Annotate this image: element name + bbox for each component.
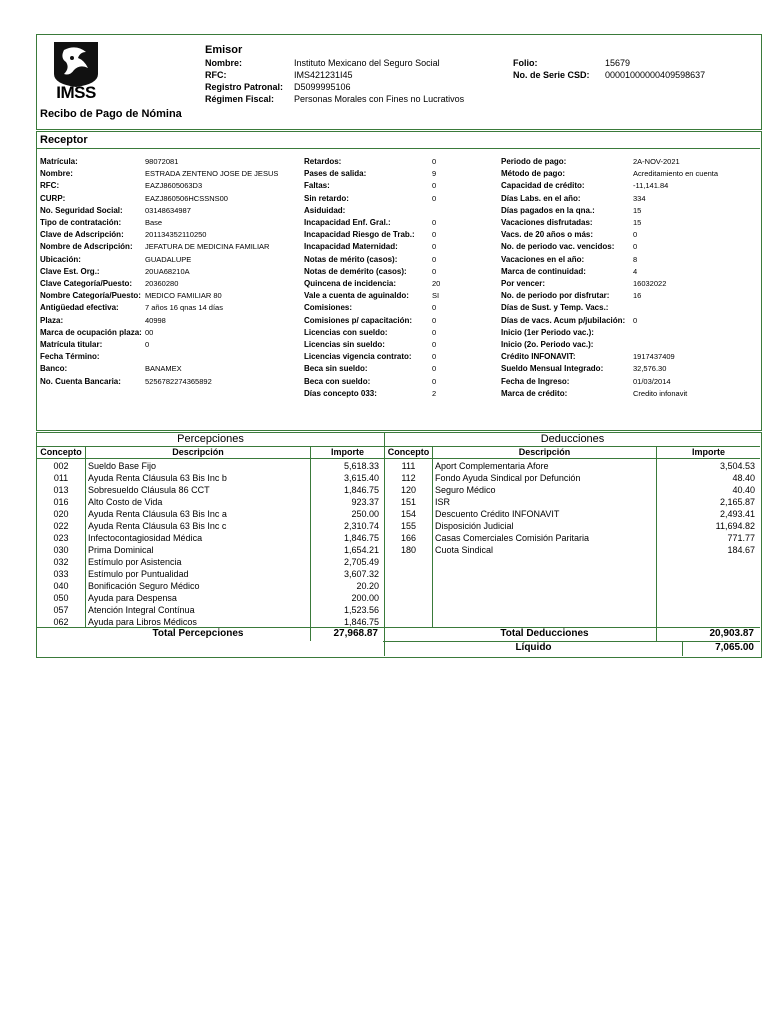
receptor-value: 15 [633,218,642,227]
receptor-label: Comisiones: [304,303,353,313]
table-row-descripcion: Sueldo Base Fijo [88,461,157,471]
ded-col-descripcion: Descripción [518,447,571,457]
perc-col-concepto: Concepto [40,447,82,457]
table-row-importe: 20.20 [356,581,379,591]
liquido-box-fix [37,641,383,656]
receptor-label: Marca de crédito: [501,388,568,398]
receptor-label: Pases de salida: [304,169,367,179]
receptor-label: No. de periodo por disfrutar: [501,291,610,301]
table-row-concepto: 120 [400,485,417,495]
receptor-label: Licencias con sueldo: [304,327,388,337]
emisor-right-label: Folio: [513,58,538,68]
receptor-value: 0 [432,242,437,252]
receptor-value: 0 [432,266,437,276]
receptor-value: 20UA68210A [145,266,190,276]
table-row-concepto: 011 [53,473,69,483]
receptor-value: 0 [432,352,437,362]
table-row-descripcion: Seguro Médico [435,485,496,495]
receptor-label: Comisiones p/ capacitación: [304,315,413,325]
table-row-descripcion: Alto Costo de Vida [88,497,163,507]
receptor-value: SI [432,291,440,301]
receptor-value: 5256782274365892 [145,376,212,386]
table-row-descripcion: Ayuda para Despensa [88,593,177,603]
receptor-value: 20 [432,279,441,288]
table-row-descripcion: Sobresueldo Cláusula 86 CCT [88,485,210,495]
receptor-label: Nombre de Adscripción: [40,242,133,252]
receptor-label: CURP: [40,193,66,203]
receptor-label: Capacidad de crédito: [501,181,585,191]
total-percepciones-label: Total Percepciones [152,628,244,639]
ded-col-div-1 [432,447,433,627]
table-row-concepto: 022 [53,521,69,531]
table-row-importe: 11,694.82 [715,521,755,531]
table-row-concepto: 016 [53,497,69,507]
receptor-label: Marca de continuidad: [501,266,586,276]
table-row-importe: 2,165.87 [719,497,755,507]
receptor-value: 32,576.30 [633,364,667,374]
receptor-label: Licencias sin sueldo: [304,340,385,349]
receptor-value: JEFATURA DE MEDICINA FAMILIAR [145,242,270,252]
imss-eagle-icon [50,40,102,88]
receptor-value: 0 [432,327,437,337]
table-row-importe: 923.37 [351,497,379,507]
page-title: Recibo de Pago de Nómina [40,108,182,120]
table-row-importe: 3,607.32 [343,569,379,579]
table-row-descripcion: Atención Integral Contínua [88,605,195,615]
table-row-concepto: 166 [400,533,417,543]
receptor-label: Beca sin sueldo: [304,364,368,374]
receptor-value: 4 [633,266,638,276]
table-row-importe: 2,493.41 [719,509,755,519]
receptor-label: No. Seguridad Social: [40,205,123,215]
receptor-label: Quincena de incidencia: [304,279,397,288]
table-row-importe: 1,654.21 [343,545,379,555]
emisor-field-value: Instituto Mexicano del Seguro Social [294,58,440,68]
receptor-label: Días pagados en la qna.: [501,205,595,215]
liquido-label: Líquido [515,642,552,653]
emisor-field-label: Registro Patronal: [205,82,284,92]
table-row-concepto: 112 [401,473,416,483]
receptor-label: Tipo de contratación: [40,218,122,227]
receptor-label: RFC: [40,181,60,191]
receptor-label: Retardos: [304,157,342,166]
percepciones-heading: Percepciones [177,433,244,445]
perc-col-div-2 [310,447,311,641]
receptor-label: Banco: [40,364,68,374]
table-row-concepto: 033 [53,569,69,579]
receptor-value: 0 [633,315,638,325]
receptor-label: Días Labs. en el año: [501,193,581,203]
receptor-label: Asiduidad: [304,205,346,215]
emisor-heading: Emisor [205,44,243,56]
receptor-value: 201134352110250 [145,230,207,240]
receptor-label: Beca con sueldo: [304,376,371,386]
table-row-descripcion: ISR [435,497,451,507]
table-row-importe: 1,523.56 [343,605,379,615]
receptor-label: Matrícula titular: [40,340,103,349]
receptor-value: 20360280 [145,279,179,288]
perc-col-importe: Importe [330,447,364,457]
receptor-value: 0 [432,218,437,227]
receptor-value: 0 [432,193,437,203]
table-row-concepto: 180 [400,545,417,555]
table-row-descripcion: Disposición Judicial [435,521,514,531]
receptor-value: 0 [432,340,437,349]
table-row-importe: 250.00 [351,509,379,519]
table-row-descripcion: Ayuda Renta Cláusula 63 Bis Inc a [88,509,227,519]
table-row-descripcion: Estímulo por Puntualidad [88,569,189,579]
receptor-label: Notas de mérito (casos): [304,254,398,264]
receptor-value: BANAMEX [145,364,182,374]
receptor-label: Periodo de pago: [501,157,567,166]
receptor-label: Incapacidad Maternidad: [304,242,398,252]
receptor-label: Días de Sust. y Temp. Vacs.: [501,303,609,313]
receptor-value: 9 [432,169,437,179]
receptor-label: Por vencer: [501,279,546,288]
perc-col-div-1 [85,447,86,627]
receptor-label: Notas de demérito (casos): [304,266,407,276]
ded-col-importe: Importe [691,447,725,457]
table-row-concepto: 050 [53,593,69,603]
receptor-value: 16032022 [633,279,667,288]
receptor-value: 2A-NOV-2021 [633,157,680,166]
receptor-label: Ubicación: [40,254,81,264]
receptor-value: 0 [145,340,150,349]
receptor-label: Fecha Término: [40,352,100,362]
receptor-value: -11,141.84 [633,181,669,191]
receptor-value: EAZJ860506HCSSNS00 [145,193,228,203]
table-row-concepto: 062 [53,617,69,627]
receptor-value: 0 [432,303,437,313]
receptor-value: ESTRADA ZENTENO JOSE DE JESUS [145,169,279,179]
receptor-label: No. de periodo vac. vencidos: [501,242,615,252]
receptor-heading: Receptor [40,134,88,146]
receptor-value: EAZJ8605063D3 [145,181,203,191]
emisor-right-value: 15679 [605,58,631,68]
table-row-concepto: 155 [400,521,417,531]
table-row-importe: 48.40 [732,473,755,483]
table-row-importe: 771.77 [727,533,755,543]
table-row-descripcion: Descuento Crédito INFONAVIT [435,509,560,519]
table-row-descripcion: Ayuda Renta Cláusula 63 Bis Inc b [88,473,227,483]
emisor-fields [205,57,505,105]
receptor-label: Clave Est. Org.: [40,266,100,276]
table-row-importe: 184.67 [727,545,755,555]
receptor-value: 2 [432,388,437,398]
emisor-right-label: No. de Serie CSD: [513,70,590,80]
receptor-label: Inicio (1er Periodo vac.): [501,327,594,337]
emisor-field-label: Régimen Fiscal: [205,94,275,104]
receptor-value: 00 [145,327,154,337]
receptor-label: Vacaciones disfrutadas: [501,218,593,227]
receptor-label: Sin retardo: [304,193,349,203]
total-deducciones-label: Total Deducciones [500,628,589,639]
table-row-concepto: 013 [53,485,69,495]
receptor-label: Vacs. de 20 años o más: [501,230,594,240]
receptor-value: 01/03/2014 [633,376,671,386]
receptor-label: Método de pago: [501,169,565,179]
table-row-concepto: 002 [53,461,69,471]
receptor-value: 03148634987 [145,205,191,215]
table-row-concepto: 020 [53,509,69,519]
table-row-concepto: 154 [400,509,417,519]
receptor-label: Nombre Categoría/Puesto: [40,291,141,301]
receptor-value: 98072081 [145,157,179,166]
receptor-label: Clave Categoría/Puesto: [40,279,133,288]
receptor-value: 0 [432,181,437,191]
table-row-importe: 40.40 [732,485,755,495]
emisor-field-label: RFC: [205,70,227,80]
receptor-value: 0 [633,242,638,252]
table-row-descripcion: Aport Complementaria Afore [435,461,549,471]
emisor-field-value: Personas Morales con Fines no Lucrativos [294,94,465,104]
receptor-value: 1917437409 [633,352,675,362]
receptor-value: 0 [432,254,437,264]
receptor-value: 0 [432,315,437,325]
emisor-field-value: IMS421231I45 [294,70,353,80]
receptor-value: MEDICO FAMILIAR 80 [145,291,222,301]
logo-text: IMSS [56,83,96,102]
receptor-label: Faltas: [304,181,330,191]
table-row-importe: 3,504.53 [719,461,755,471]
table-row-importe: 3,615.40 [343,473,379,483]
receptor-label: Fecha de Ingreso: [501,376,570,386]
table-row-concepto: 032 [53,557,69,567]
receptor-value: 16 [633,291,642,301]
receptor-label: Licencias vigencia contrato: [304,352,412,362]
table-row-concepto: 151 [400,497,417,507]
receptor-value: 7 años 16 qnas 14 días [145,303,223,313]
receptor-label: Días de vacs. Acum p/jubilación: [501,315,626,325]
table-row-importe: 1,846.75 [343,485,379,495]
liquido-value: 7,065.00 [715,642,754,653]
receptor-label: Días concepto 033: [304,388,377,398]
receptor-value: Credito infonavit [633,388,688,398]
table-row-descripcion: Infectocontagiosidad Médica [88,533,203,543]
table-row-importe: 200.00 [351,593,379,603]
receptor-label: Clave de Adscripción: [40,230,124,240]
table-row-concepto: 023 [53,533,69,543]
receptor-label: Vacaciones en el año: [501,254,585,264]
receptor-label: Marca de ocupación plaza: [40,327,142,337]
table-row-concepto: 030 [53,545,69,555]
receptor-value: Acreditamiento en cuenta [633,169,719,179]
table-row-descripcion: Prima Dominical [88,545,154,555]
receptor-label: No. Cuenta Bancaria: [40,376,121,386]
deducciones-heading: Deducciones [540,433,605,445]
total-percepciones-value: 27,968.87 [333,628,378,639]
receptor-label: Matrícula: [40,157,78,166]
receptor-value: 0 [432,230,437,240]
receptor-value: 0 [432,157,437,166]
table-row-descripcion: Ayuda para Libros Médicos [88,617,197,627]
emisor-right-value: 00001000000409598637 [605,70,706,80]
table-row-descripcion: Cuota Sindical [435,545,494,555]
receptor-value: Base [145,218,163,227]
table-row-concepto: 040 [53,581,69,591]
receptor-value: 8 [633,254,638,264]
table-row-importe: 1,846.75 [343,617,379,627]
receptor-label: Nombre: [40,169,73,179]
ded-col-concepto: Concepto [387,447,430,457]
perc-col-descripcion: Descripción [172,447,224,457]
emisor-field-label: Nombre: [205,58,243,68]
emisor-field-value: D5099995106 [294,82,351,92]
receptor-label: Vale a cuenta de aguinaldo: [304,291,409,301]
receptor-value: 0 [432,364,437,374]
table-row-descripcion: Estímulo por Asistencia [88,557,182,567]
total-deducciones-value: 20,903.87 [709,628,754,639]
table-row-importe: 2,310.74 [343,521,379,531]
table-row-concepto: 111 [401,461,416,471]
table-colhead-line [37,458,760,459]
receptor-value: 40998 [145,315,166,325]
receptor-label: Inicio (2o. Periodo vac.): [501,340,594,349]
receptor-value: 0 [432,376,437,386]
ded-col-div-2 [656,447,657,641]
receptor-value: 334 [633,193,646,203]
receptor-label: Incapacidad Riesgo de Trab.: [304,230,415,240]
receptor-value: GUADALUPE [145,254,192,264]
receptor-label: Plaza: [40,315,64,325]
receptor-value: 15 [633,205,642,215]
table-row-importe: 1,846.75 [343,533,379,543]
table-row-descripcion: Bonificación Seguro Médico [88,581,200,591]
table-row-concepto: 057 [53,605,69,615]
receptor-value: 0 [633,230,638,240]
table-row-descripcion: Casas Comerciales Comisión Paritaria [435,533,590,543]
table-row-importe: 5,618.33 [343,461,379,471]
table-row-importe: 2,705.49 [343,557,379,567]
receptor-label: Incapacidad Enf. Gral.: [304,218,391,227]
receptor-label: Antigüedad efectiva: [40,303,119,313]
receptor-divider [37,148,760,149]
receptor-label: Sueldo Mensual Integrado: [501,364,604,374]
receptor-label: Crédito INFONAVIT: [501,352,576,362]
emisor-right-fields [513,57,743,81]
table-row-descripcion: Fondo Ayuda Sindical por Defunción [435,473,581,483]
imss-logo [50,40,102,100]
table-row-descripcion: Ayuda Renta Cláusula 63 Bis Inc c [88,521,227,531]
